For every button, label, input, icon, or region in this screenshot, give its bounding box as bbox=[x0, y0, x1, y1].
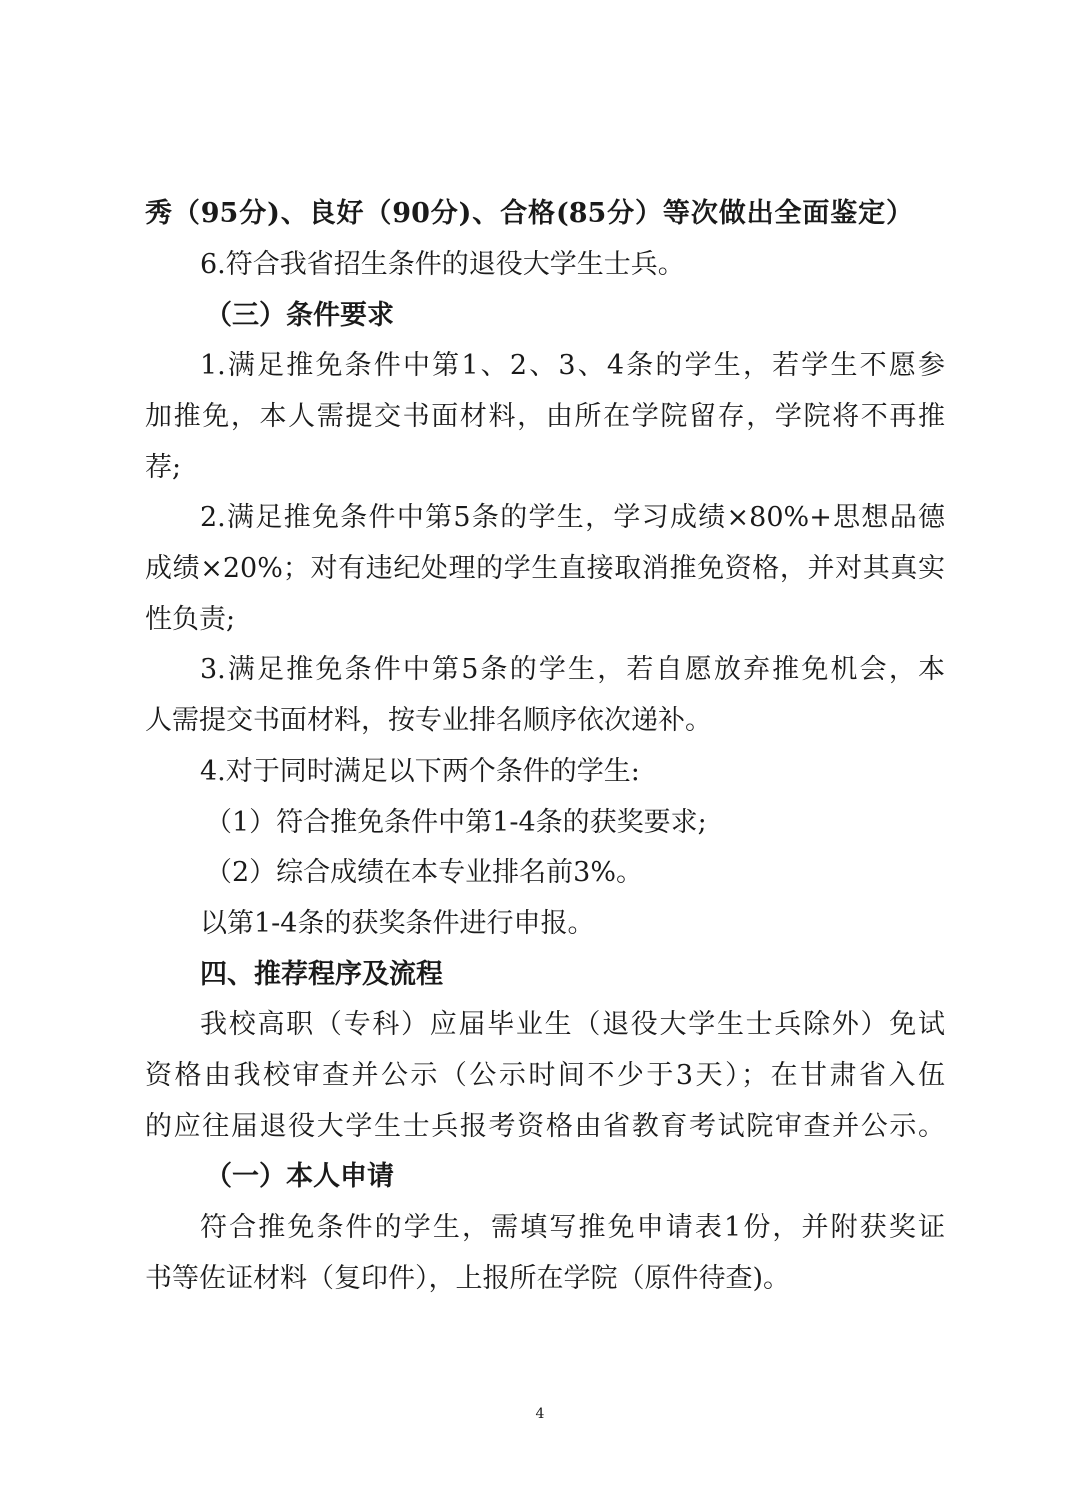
text-line-21: 符合推免条件的学生，需填写推免申请表1份，并附获奖证 bbox=[200, 1212, 945, 1243]
text-line-17: 我校高职（专科）应届毕业生（退役大学生士兵除外）免试 bbox=[200, 1009, 945, 1040]
text-line-19: 的应往届退役大学生士兵报考资格由省教育考试院审查并公示。 bbox=[145, 1111, 945, 1142]
text-line-10: 3.满足推免条件中第5条的学生，若自愿放弃推免机会，本 bbox=[200, 654, 945, 685]
text-line-9: 性负责; bbox=[145, 604, 236, 635]
text-line-8: 成绩×20%；对有违纪处理的学生直接取消推免资格，并对其真实 bbox=[145, 553, 945, 584]
text-line-7: 2.满足推免条件中第5条的学生，学习成绩×80%+思想品德 bbox=[200, 502, 945, 533]
text-line-1: 秀（95分)、良好（90分)、合格(85分）等次做出全面鉴定） bbox=[145, 198, 913, 229]
text-line-6: 荐; bbox=[145, 452, 182, 483]
section-heading-conditions: （三）条件要求 bbox=[205, 300, 394, 331]
text-line-11: 人需提交书面材料，按专业排名顺序依次递补。 bbox=[145, 705, 712, 736]
text-line-22: 书等佐证材料（复印件），上报所在学院（原件待查)。 bbox=[145, 1263, 791, 1294]
text-line-14: （2）综合成绩在本专业排名前3%。 bbox=[205, 857, 644, 888]
page-number: 4 bbox=[535, 1406, 545, 1422]
section-heading-application: （一）本人申请 bbox=[205, 1161, 394, 1192]
text-line-18: 资格由我校审查并公示（公示时间不少于3天）；在甘肃省入伍 bbox=[145, 1060, 945, 1091]
text-line-13: （1）符合推免条件中第1-4条的获奖要求; bbox=[205, 807, 707, 838]
text-line-5: 加推免，本人需提交书面材料，由所在学院留存，学院将不再推 bbox=[145, 401, 945, 432]
text-line-4: 1.满足推免条件中第1、2、3、4条的学生，若学生不愿参 bbox=[200, 350, 945, 381]
text-line-12: 4.对于同时满足以下两个条件的学生: bbox=[200, 756, 640, 787]
text-line-15: 以第1-4条的获奖条件进行申报。 bbox=[200, 908, 595, 939]
text-line-2: 6.符合我省招生条件的退役大学生士兵。 bbox=[200, 249, 685, 280]
section-heading-procedure: 四、推荐程序及流程 bbox=[200, 959, 443, 990]
